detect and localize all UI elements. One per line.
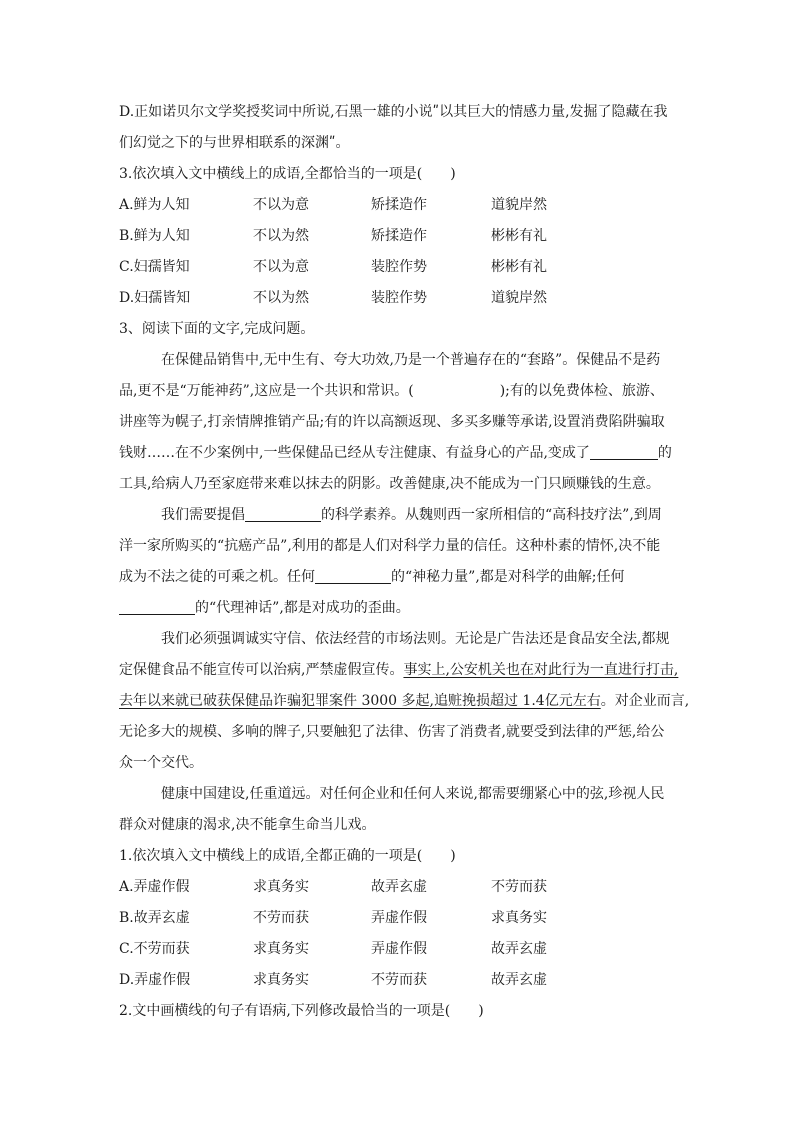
q1-option-b xyxy=(119,903,679,934)
underlined-sentence: 事实上,公安机关也在对此行为一直进行打击, xyxy=(403,662,679,678)
option-cell: C.不劳而获 xyxy=(119,941,190,957)
option-cell: 求真务实 xyxy=(491,910,547,926)
option-cell: 弄虚作假 xyxy=(371,910,427,926)
p3-line-3-tail: 。对企业而言, xyxy=(600,693,690,709)
option-cell: 不以为然 xyxy=(253,228,309,244)
option-cell: B.故弄玄虚 xyxy=(119,910,190,926)
p1-line-4-text: 钱财……在不少案例中,一些保健品已经从专注健康、有益身心的产品,变成了 xyxy=(119,445,590,461)
question-2-stem-text: 2.文中画横线的句子有语病,下列修改最恰当的一项是( xyxy=(119,1003,451,1019)
passage-p1-line-4 xyxy=(119,438,679,469)
option-cell: C.妇孺皆知 xyxy=(119,259,190,275)
option-cell: 矫揉造作 xyxy=(371,197,427,213)
option-cell: D.弄虚作假 xyxy=(119,972,191,988)
passage-p2-line-2: 洋一家所购买的“抗癌产品”,利用的都是人们对科学力量的信任。这种朴素的情怀,决不能 xyxy=(119,538,661,554)
option-cell: 彬彬有礼 xyxy=(491,228,547,244)
option-cell: 故弄玄虚 xyxy=(371,879,427,895)
passage-p3-line-3 xyxy=(119,686,690,717)
option-cell: 不以为意 xyxy=(253,197,309,213)
passage-p2-line-3 xyxy=(119,562,679,593)
p2-line-4-tail: 的“代理神话”,都是对成功的歪曲。 xyxy=(195,600,410,616)
q3-option-b xyxy=(119,221,679,252)
option-d-line-2: 们幻觉之下的与世界相联系的深渊ʺ。 xyxy=(119,135,350,151)
passage-p1-line-3: 讲座等为幌子,打亲情牌推销产品;有的许以高额返现、多买多赚等承诺,设置消费陷阱骗取 xyxy=(119,414,665,430)
option-cell: 不以为意 xyxy=(253,259,309,275)
idiom-blank xyxy=(590,443,658,460)
passage-p4-line-1: 健康中国建设,任重道远。对任何企业和任何人来说,都需要绷紧心中的弦,珍视人民 xyxy=(161,786,665,802)
p2-line-1-tail: 的科学素养。从魏则西一家所相信的“高科技疗法”,到周 xyxy=(321,507,662,523)
option-cell: A.弄虚作假 xyxy=(119,879,190,895)
passage-p3-line-1: 我们必须强调诚实守信、依法经营的市场法则。无论是广告法还是食品安全法,都规 xyxy=(161,631,670,647)
p1-line-4-tail: 的 xyxy=(657,445,672,461)
p2-line-3-text: 成为不法之徒的可乘之机。任何 xyxy=(119,569,315,585)
passage-p3-line-4: 无论多大的规模、多响的牌子,只要触犯了法律、伤害了消费者,就要受到法律的严惩,给公 xyxy=(119,724,665,740)
option-cell: 故弄玄虚 xyxy=(491,941,547,957)
idiom-blank xyxy=(119,598,195,615)
option-cell: 求真务实 xyxy=(253,879,309,895)
option-cell: A.鲜为人知 xyxy=(119,197,190,213)
option-cell: 故弄玄虚 xyxy=(491,972,547,988)
question-1-stem xyxy=(119,841,679,872)
option-cell: 道貌岸然 xyxy=(491,290,547,306)
passage-p2-line-1 xyxy=(119,500,679,531)
passage-p1-line-1: 在保健品销售中,无中生有、夸大功效,乃是一个普遍存在的“套路”。保健品不是药 xyxy=(161,352,661,368)
p2-line-3-tail: 的“神秘力量”,都是对科学的曲解;任何 xyxy=(391,569,625,585)
question-1-stem-close: ) xyxy=(450,848,456,864)
question-3-stem xyxy=(119,159,679,190)
idiom-blank xyxy=(315,567,391,584)
option-cell: 弄虚作假 xyxy=(371,941,427,957)
option-cell: 求真务实 xyxy=(253,941,309,957)
passage-p1-line-2 xyxy=(119,376,679,407)
idiom-blank xyxy=(245,505,321,522)
passage-p4-line-2: 群众对健康的渴求,决不能拿生命当儿戏。 xyxy=(119,817,376,833)
option-d-line-1: D.正如诺贝尔文学奖授奖词中所说,石黑一雄的小说ʺ以其巨大的情感力量,发掘了隐藏在我 xyxy=(119,104,668,120)
q3-option-a xyxy=(119,190,679,221)
option-cell: 彬彬有礼 xyxy=(491,259,547,275)
option-cell: B.鲜为人知 xyxy=(119,228,190,244)
option-cell: 不以为然 xyxy=(253,290,309,306)
p3-line-2-text: 定保健食品不能宣传可以治病,严禁虚假宣传。 xyxy=(119,662,404,678)
p1-line-2-text: 品,更不是“万能神药”,这应是一个共识和常识。( xyxy=(119,383,414,399)
q3-option-d xyxy=(119,283,679,314)
option-cell: 不劳而获 xyxy=(371,972,427,988)
option-cell: 道貌岸然 xyxy=(491,197,547,213)
option-cell: 装腔作势 xyxy=(371,290,427,306)
p1-line-2-tail: );有的以免费体检、旅游、 xyxy=(499,383,664,399)
passage-p2-line-4 xyxy=(119,593,679,624)
section-3-heading: 3、阅读下面的文字,完成问题。 xyxy=(119,321,315,337)
option-cell: 求真务实 xyxy=(253,972,309,988)
option-cell: 装腔作势 xyxy=(371,259,427,275)
passage-p1-line-5: 工具,给病人乃至家庭带来难以抹去的阴影。改善健康,决不能成为一门只顾赚钱的生意。 xyxy=(119,476,660,492)
option-cell: 不劳而获 xyxy=(491,879,547,895)
q3-option-c xyxy=(119,252,679,283)
q1-option-c xyxy=(119,934,679,965)
question-2-stem-close: ) xyxy=(478,1003,484,1019)
q1-option-a xyxy=(119,872,679,903)
question-2-stem xyxy=(119,996,679,1027)
passage-p3-line-5: 众一个交代。 xyxy=(119,755,203,771)
question-1-stem-text: 1.依次填入文中横线上的成语,全都正确的一项是( xyxy=(119,848,423,864)
question-3-stem-text: 3.依次填入文中横线上的成语,全都恰当的一项是( xyxy=(119,166,423,182)
document-body xyxy=(119,97,690,1027)
option-cell: D.妇孺皆知 xyxy=(119,290,191,306)
option-cell: 不劳而获 xyxy=(253,910,309,926)
option-cell: 矫揉造作 xyxy=(371,228,427,244)
p2-line-1-text: 我们需要提倡 xyxy=(161,507,245,523)
underlined-sentence: 去年以来就已破获保健品诈骗犯罪案件 3000 多起,追赃挽损超过 1.4亿元左右 xyxy=(119,693,601,709)
passage-p3-line-2 xyxy=(119,655,679,686)
q1-option-d xyxy=(119,965,679,996)
question-3-stem-close: ) xyxy=(450,166,456,182)
